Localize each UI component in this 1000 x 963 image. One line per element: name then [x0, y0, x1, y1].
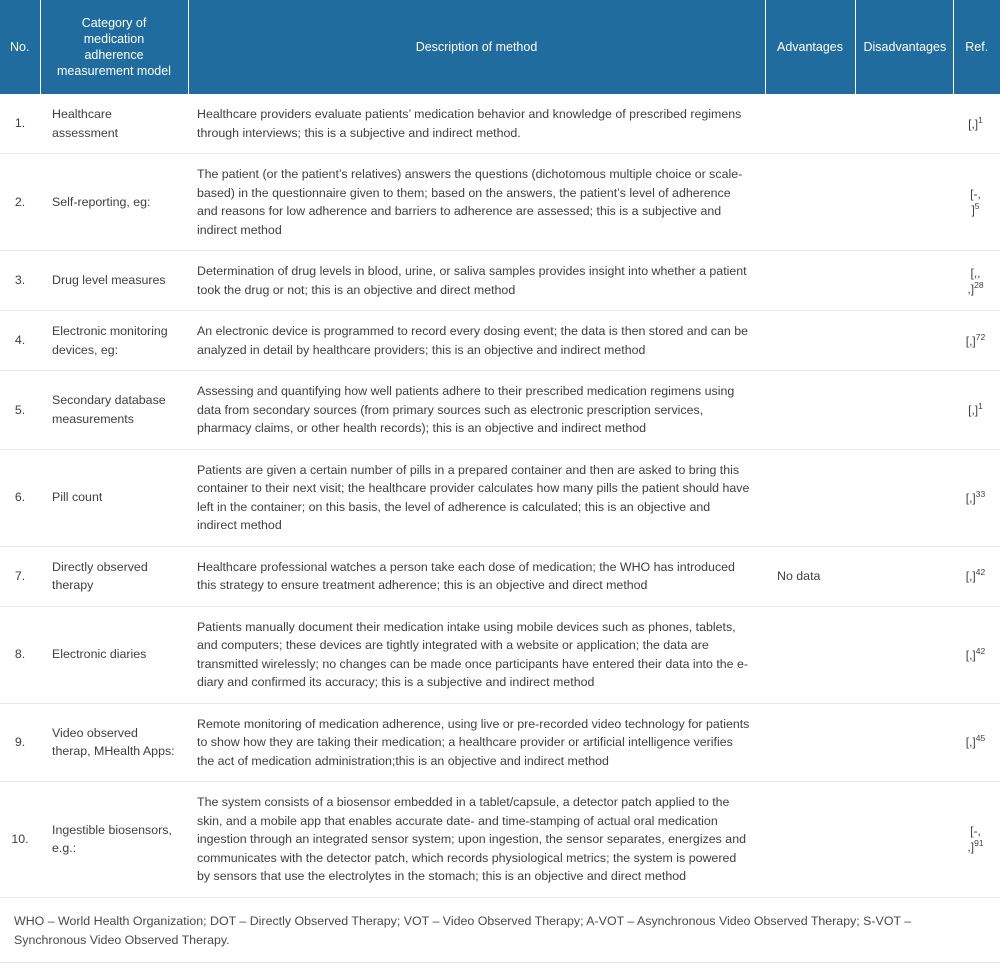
- row-number-cell: 10.: [0, 782, 40, 898]
- row-number-cell: 3.: [0, 251, 40, 311]
- table-row[interactable]: [0, 546, 1000, 606]
- category-cell: Secondary database measurements: [40, 371, 188, 450]
- description-cell: Patients manually document their medication intake using mobile devices such as phones, tablets, and computers; these devices are tightly integrated with a website or application; the data are transmitted wirelessly; no changes can be made once participants have entered their data into the e-diary and confirmed its accuracy; this is a subjective and indirect method: [188, 606, 765, 703]
- table-header-row: [0, 0, 1000, 94]
- column-header-category[interactable]: [40, 0, 188, 94]
- reference-bracket-text: [-,: [970, 187, 981, 201]
- advantages-cell: [765, 606, 855, 703]
- disadvantages-cell: [855, 449, 953, 546]
- advantages-cell: [765, 703, 855, 782]
- category-cell: Pill count: [40, 449, 188, 546]
- column-header-advantages[interactable]: Advantages: [765, 0, 855, 94]
- reference-cell[interactable]: [953, 154, 1000, 251]
- disadvantages-cell: [855, 371, 953, 450]
- disadvantages-cell: [855, 703, 953, 782]
- reference-superscript: 45: [975, 733, 986, 744]
- table-body: [0, 94, 1000, 897]
- reference-bracket-text: [,]: [968, 116, 979, 131]
- category-cell: Healthcare assessment: [40, 94, 188, 154]
- description-cell: Healthcare professional watches a person take each dose of medication; the WHO has introduced this strategy to ensure treatment adherence; this is an objective and direct method: [188, 546, 765, 606]
- category-cell: Drug level measures: [40, 251, 188, 311]
- table-row[interactable]: [0, 311, 1000, 371]
- reference-superscript: 42: [975, 567, 986, 577]
- row-number-cell: 8.: [0, 606, 40, 703]
- column-header-ref[interactable]: Ref.: [965, 40, 989, 54]
- description-cell: The patient (or the patient’s relatives) answers the questions (dichotomous multiple choice or scale-based) in the questionnaire given to them; based on the answers, the patient’s level of adherence and reasons for low adherence and barriers to adherence are assessed; this is a subjective and indirect method: [188, 154, 765, 251]
- description-cell: Patients are given a certain number of pills in a prepared container and then are asked to bring this container to their next visit; the healthcare provider calculates how many pills the patient should have left in the container; on this basis, the level of adherence is calculated; this is an objective and indirect method: [188, 449, 765, 546]
- reference-cell[interactable]: [953, 449, 1000, 546]
- reference-superscript: 33: [975, 488, 986, 499]
- disadvantages-cell: [855, 154, 953, 251]
- disadvantages-cell: [855, 782, 953, 898]
- table-row[interactable]: [0, 251, 1000, 311]
- description-cell: Remote monitoring of medication adherence, using live or pre-recorded video technology for patients to show how they are taking their medication; a healthcare provider or artificial intelligence verifies the act of medication administration;this is an objective and indirect method: [188, 703, 765, 782]
- disadvantages-cell: [855, 94, 953, 154]
- reference-bracket-text: [,]: [965, 333, 976, 348]
- reference-cell[interactable]: [953, 703, 1000, 782]
- advantages-cell: [765, 449, 855, 546]
- row-number-cell: 5.: [0, 371, 40, 450]
- reference-bracket-text: [,]: [965, 735, 976, 750]
- table-row[interactable]: [0, 94, 1000, 154]
- reference-cell[interactable]: [953, 606, 1000, 703]
- advantages-cell: [765, 371, 855, 450]
- reference-superscript: 91: [974, 838, 984, 849]
- advantages-cell: [765, 782, 855, 898]
- reference-superscript: 5: [974, 201, 980, 211]
- table-row[interactable]: [0, 449, 1000, 546]
- table-row[interactable]: [0, 371, 1000, 450]
- reference-superscript: 1: [978, 114, 983, 125]
- row-number-cell: 2.: [0, 154, 40, 251]
- reference-cell[interactable]: [953, 94, 1000, 154]
- reference-bracket-text: [,]: [965, 647, 976, 662]
- reference-bracket-text: ,]: [967, 840, 975, 855]
- table-row[interactable]: [0, 154, 1000, 251]
- reference-cell[interactable]: [953, 782, 1000, 898]
- reference-bracket-text: [,]: [965, 569, 976, 583]
- category-cell: Electronic diaries: [40, 606, 188, 703]
- advantages-cell: [765, 311, 855, 371]
- disadvantages-cell: [855, 546, 953, 606]
- column-header-category-line-1: Category of: [81, 16, 147, 30]
- reference-superscript: 28: [974, 279, 984, 290]
- reference-cell[interactable]: [953, 311, 1000, 371]
- category-cell: Ingestible biosensors, e.g.:: [40, 782, 188, 898]
- table-row[interactable]: [0, 606, 1000, 703]
- reference-superscript: 72: [975, 331, 986, 342]
- reference-cell[interactable]: [953, 251, 1000, 311]
- reference-cell[interactable]: [953, 546, 1000, 606]
- category-cell: Electronic monitoring devices, eg:: [40, 311, 188, 371]
- reference-bracket-text: ,]: [967, 281, 975, 296]
- category-cell: Self-reporting, eg:: [40, 154, 188, 251]
- column-header-category-line-2: medication: [83, 32, 145, 46]
- advantages-cell: [765, 251, 855, 311]
- description-cell: Determination of drug levels in blood, urine, or saliva samples provides insight into whether a patient took the drug or not; this is an objective and direct method: [188, 251, 765, 311]
- row-number-cell: 7.: [0, 546, 40, 606]
- reference-cell[interactable]: [953, 371, 1000, 450]
- row-number-cell: 6.: [0, 449, 40, 546]
- description-cell: The system consists of a biosensor embedded in a tablet/capsule, a detector patch applied to the skin, and a mobile app that enables accurate date- and time-stamping of actual oral medication ingestion through an integrated sensor system; upon ingestion, the sensor separates, energizes and communicates with the detector patch, which records physiological metrics; the system is powered by sensors that use the electrolytes in the stomach; this is an objective and direct method: [188, 782, 765, 898]
- table-row[interactable]: [0, 703, 1000, 782]
- reference-superscript: 1: [978, 400, 983, 411]
- column-header-description[interactable]: Description of method: [188, 0, 765, 94]
- reference-superscript: 42: [975, 645, 986, 656]
- category-cell: Directly observed therapy: [40, 546, 188, 606]
- table-footnote: WHO – World Health Organization; DOT – Directly Observed Therapy; VOT – Video Observed Therapy; A-VOT – Asynchronous Video Observed Therapy; S-VOT – Synchronous Video Observed Therapy.: [0, 898, 1000, 963]
- disadvantages-cell: [855, 311, 953, 371]
- reference-bracket-text: [,]: [965, 490, 976, 505]
- disadvantages-cell: [855, 251, 953, 311]
- category-cell: Video observed therap, MHealth Apps:: [40, 703, 188, 782]
- column-header-disadvantages[interactable]: Disadvantages: [855, 0, 953, 94]
- table-header: [0, 0, 1000, 94]
- advantages-cell: [765, 94, 855, 154]
- column-header-category-line-4: measurement model: [57, 64, 171, 78]
- description-cell: An electronic device is programmed to record every dosing event; the data is then stored and can be analyzed in detail by healthcare providers; this is an objective and indirect method: [188, 311, 765, 371]
- table-row[interactable]: [0, 782, 1000, 898]
- column-header-no[interactable]: No.: [0, 0, 40, 94]
- reference-bracket-text: [-,: [970, 824, 981, 839]
- advantages-cell: No data: [765, 546, 855, 606]
- description-cell: Healthcare providers evaluate patients’ medication behavior and knowledge of prescribed regimens through interviews; this is a subjective and indirect method.: [188, 94, 765, 154]
- reference-bracket-text: ]: [971, 203, 975, 217]
- disadvantages-cell: [855, 606, 953, 703]
- reference-bracket-text: [,,: [970, 265, 981, 280]
- column-header-category-line-3: adherence: [84, 48, 144, 62]
- reference-bracket-text: [,]: [968, 402, 979, 417]
- row-number-cell: 4.: [0, 311, 40, 371]
- row-number-cell: 9.: [0, 703, 40, 782]
- row-number-cell: 1.: [0, 94, 40, 154]
- description-cell: Assessing and quantifying how well patients adhere to their prescribed medication regimens using data from secondary sources (from primary sources such as electronic prescription services, pharmacy claims, or other health records); this is an objective and indirect method: [188, 371, 765, 450]
- advantages-cell: [765, 154, 855, 251]
